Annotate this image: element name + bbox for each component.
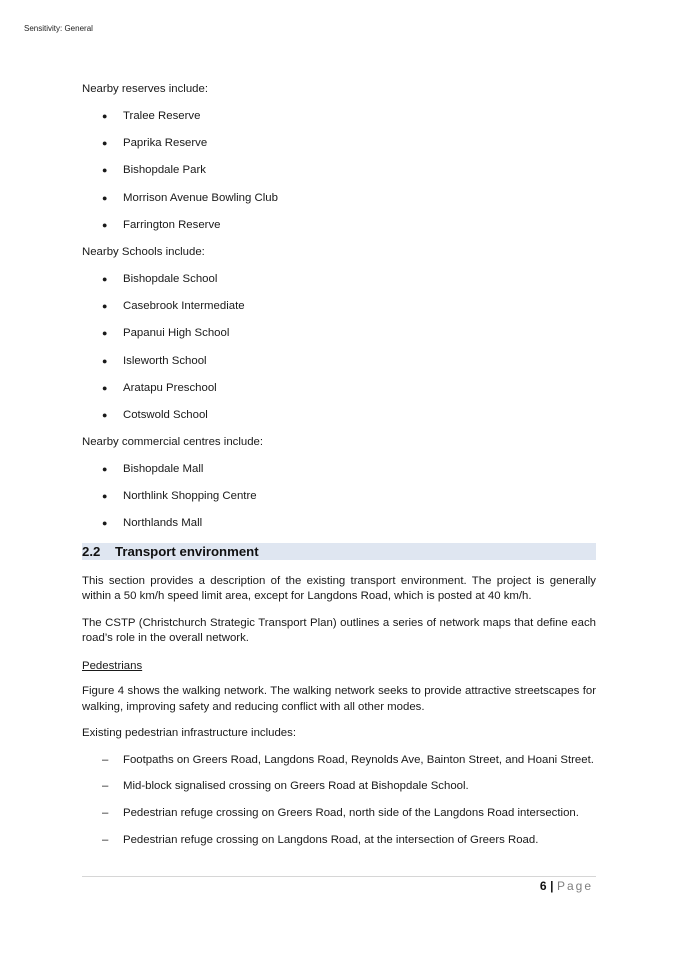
bullet-icon: ● bbox=[102, 273, 108, 284]
section-number: 2.2 bbox=[82, 543, 101, 559]
list-item: ● Bishopdale Mall bbox=[102, 463, 204, 476]
list-item: ● Casebrook Intermediate bbox=[102, 300, 245, 313]
dash-icon: – bbox=[102, 780, 109, 793]
schools-intro: Nearby Schools include: bbox=[82, 245, 205, 258]
list-item: ● Morrison Avenue Bowling Club bbox=[102, 191, 278, 204]
bullet-icon: ● bbox=[102, 219, 108, 230]
bullet-icon: ● bbox=[102, 192, 108, 203]
list-item: ● Paprika Reserve bbox=[102, 137, 208, 150]
dash-icon: – bbox=[102, 833, 109, 846]
list-item: – Footpaths on Greers Road, Langdons Road, Reynolds Ave, Bainton Street, and Hoani Street. bbox=[102, 753, 594, 766]
list-item: ● Northlands Mall bbox=[102, 517, 203, 530]
paragraph: This section provides a description of the existing transport environment. The project is generally within a 50 km/h speed limit area, except for Langdons Road, which is posted at 40 km/h. bbox=[82, 574, 596, 603]
document-body bbox=[82, 81, 596, 858]
list-item: – Pedestrian refuge crossing on Greers Road, north side of the Langdons Road intersection. bbox=[102, 806, 579, 819]
bullet-icon: ● bbox=[102, 138, 108, 149]
bullet-icon: ● bbox=[102, 409, 108, 420]
page-footer bbox=[540, 879, 593, 893]
subheading-pedestrians: Pedestrians bbox=[82, 660, 143, 672]
list-item: ● Northlink Shopping Centre bbox=[102, 490, 257, 503]
reserves-intro: Nearby reserves include: bbox=[82, 83, 208, 95]
reserves-list bbox=[82, 108, 596, 244]
footer-divider bbox=[82, 876, 596, 877]
bullet-icon: ● bbox=[102, 301, 108, 312]
section-heading bbox=[82, 543, 596, 560]
bullet-icon: ● bbox=[102, 491, 108, 502]
bullet-icon: ● bbox=[102, 464, 108, 475]
list-item: ● Papanui High School bbox=[102, 327, 230, 340]
list-item: ● Aratapu Preschool bbox=[102, 381, 217, 394]
list-item: ● Isleworth School bbox=[102, 354, 207, 367]
paragraph: Figure 4 shows the walking network. The walking network seeks to provide attractive streetscapes for walking, improving safety and reducing conflict with all other modes. bbox=[82, 685, 596, 713]
page-number: 6 bbox=[539, 879, 548, 893]
list-item: ● Bishopdale School bbox=[102, 272, 218, 285]
pedestrian-infrastructure-list bbox=[82, 752, 596, 858]
bullet-icon: ● bbox=[102, 328, 108, 339]
list-item: ● Tralee Reserve bbox=[102, 110, 201, 122]
dash-icon: – bbox=[102, 753, 109, 766]
footer-separator: | bbox=[550, 879, 554, 893]
schools-list bbox=[82, 271, 596, 434]
sensitivity-label: Sensitivity: General bbox=[24, 24, 93, 33]
section-title: Transport environment bbox=[115, 543, 259, 559]
dash-icon: – bbox=[102, 806, 109, 819]
list-item: ● Bishopdale Park bbox=[102, 164, 206, 177]
bullet-icon: ● bbox=[102, 165, 108, 176]
list-item: ● Farrington Reserve bbox=[102, 218, 221, 231]
page-label: Page bbox=[556, 879, 593, 893]
bullet-icon: ● bbox=[102, 111, 108, 121]
list-item: ● Cotswold School bbox=[102, 408, 208, 421]
bullet-icon: ● bbox=[102, 355, 108, 366]
paragraph: Existing pedestrian infrastructure includes: bbox=[82, 727, 296, 740]
bullet-icon: ● bbox=[102, 382, 108, 393]
commercial-intro: Nearby commercial centres include: bbox=[82, 436, 264, 449]
bullet-icon: ● bbox=[102, 518, 108, 529]
list-item: – Pedestrian refuge crossing on Langdons Road, at the intersection of Greers Road. bbox=[102, 833, 539, 846]
paragraph: The CSTP (Christchurch Strategic Transport Plan) outlines a series of network maps that define each road’s role in the overall network. bbox=[82, 616, 596, 645]
list-item: – Mid-block signalised crossing on Greers Road at Bishopdale School. bbox=[102, 780, 469, 793]
commercial-list bbox=[82, 461, 596, 543]
